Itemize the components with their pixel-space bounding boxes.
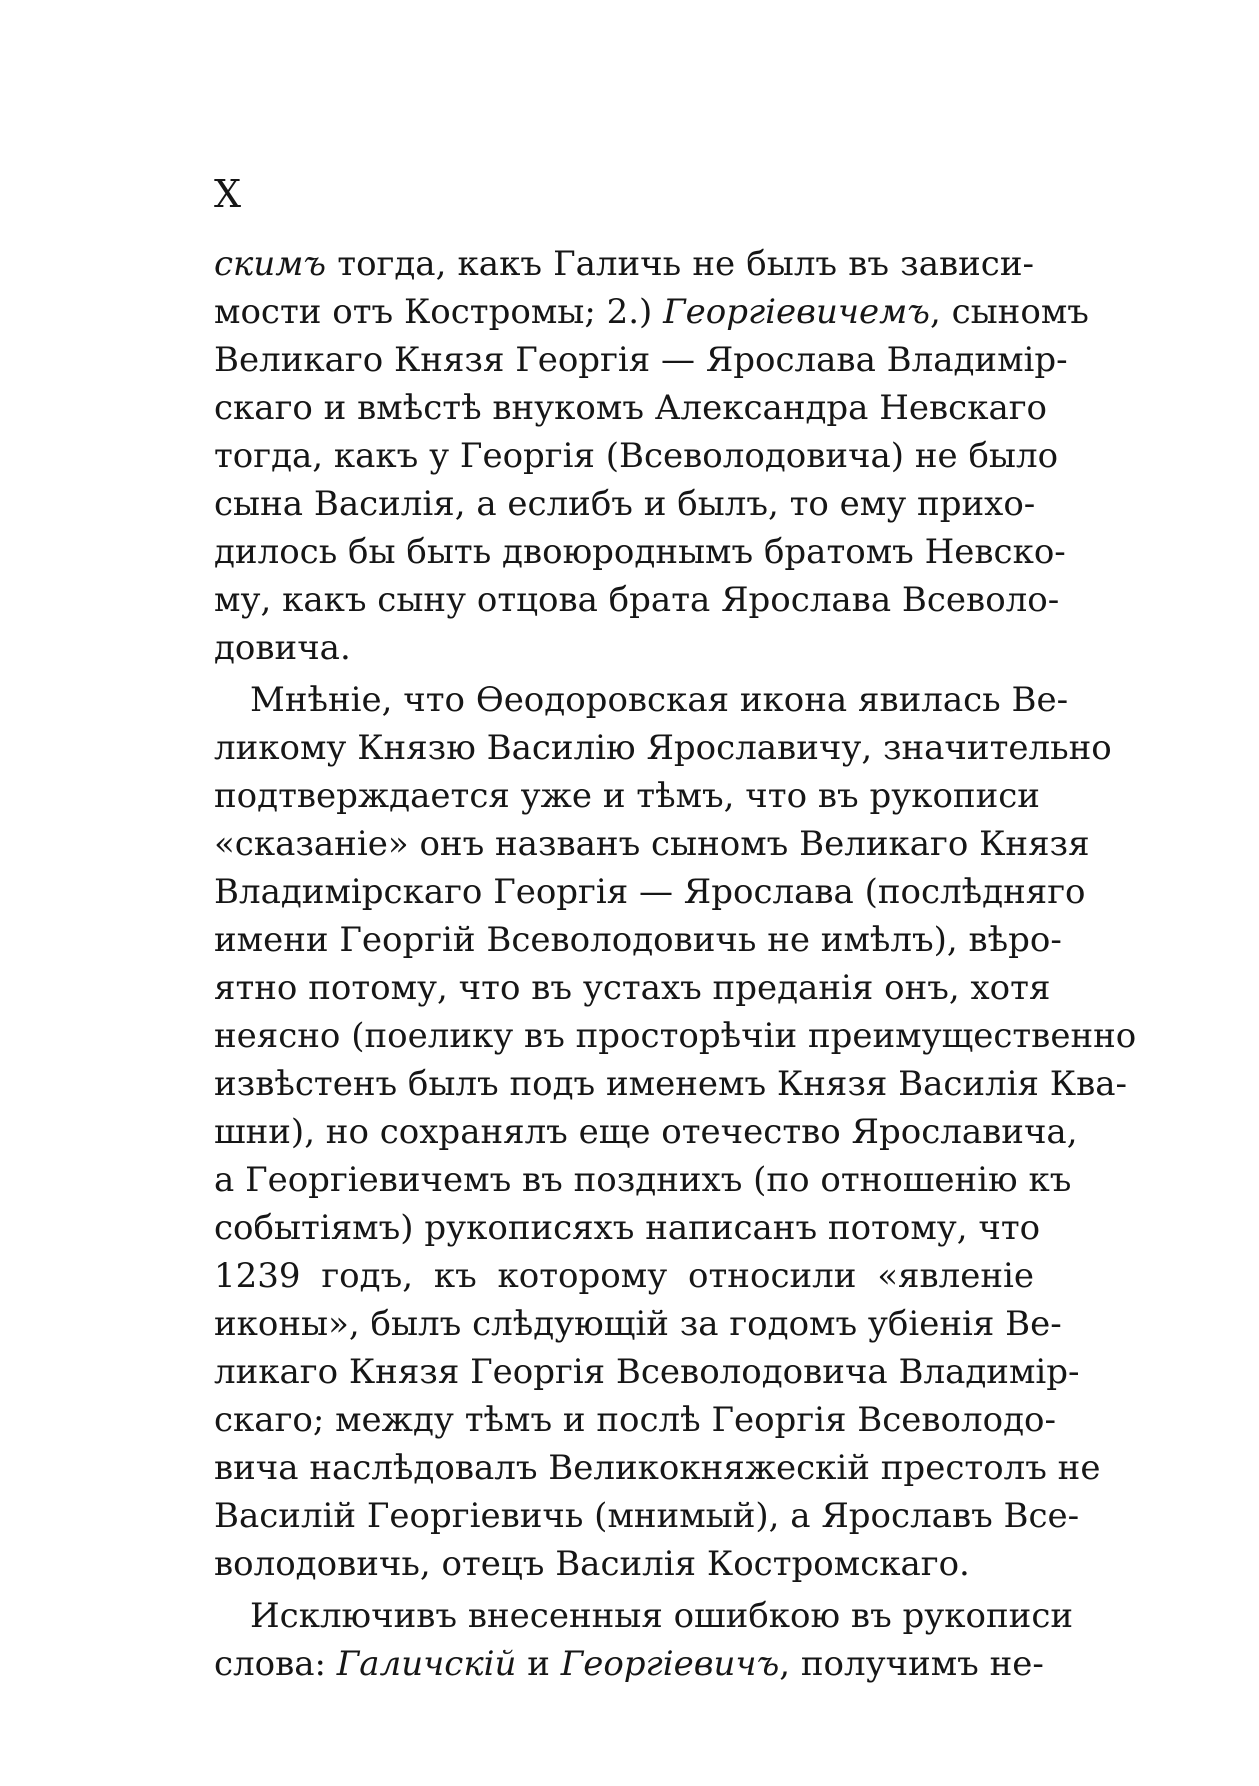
- text-segment: му, какъ сыну отцова брата Ярослава Всеволо-: [214, 580, 1060, 620]
- text-segment: скаго; между тѣмъ и послѣ Георгія Всеволодо-: [214, 1400, 1056, 1440]
- text-line: [214, 1252, 1034, 1300]
- text-segment: , получимъ не-: [779, 1644, 1044, 1684]
- text-segment: тогда, какъ Галичь не былъ въ зависи-: [326, 244, 1034, 284]
- text-segment: иконы», былъ слѣдующій за годомъ убіенія Ве-: [214, 1304, 1062, 1344]
- text-segment: событіямъ) рукописяхъ написанъ потому, что: [214, 1208, 1041, 1248]
- text-line: [214, 772, 1040, 820]
- text-line: [214, 432, 1059, 480]
- text-segment: ликаго Князя Георгія Всеволодовича Владимір-: [214, 1352, 1080, 1392]
- text-line: [214, 1640, 1044, 1688]
- text-line: [214, 480, 1034, 528]
- text-segment: ятно потому, что въ устахъ преданія онъ, хотя: [214, 968, 1051, 1008]
- text-segment: а Георгіевичемъ въ позднихъ (по отношенію къ: [214, 1160, 1072, 1200]
- text-line: [214, 1348, 1080, 1396]
- text-line: [214, 288, 1089, 336]
- text-segment: , сыномъ: [929, 292, 1089, 332]
- text-line: [214, 1396, 1056, 1444]
- text-line: [214, 916, 1062, 964]
- text-line: [214, 724, 1112, 772]
- text-line: [214, 676, 1069, 724]
- text-segment: ликому Князю Василію Ярославичу, значительно: [214, 728, 1112, 768]
- text-line: [214, 964, 1051, 1012]
- text-segment: володовичь, отецъ Василія Костромскаго.: [214, 1544, 970, 1584]
- text-segment: Владимірскаго Георгія — Ярослава (послѣдняго: [214, 872, 1086, 912]
- text-segment: «сказаніе» онъ названъ сыномъ Великаго Князя: [214, 824, 1090, 864]
- text-segment: тогда, какъ у Георгія (Всеволодовича) не было: [214, 436, 1059, 476]
- text-line: [214, 1204, 1041, 1252]
- text-line: [214, 1492, 1080, 1540]
- text-segment: подтверждается уже и тѣмъ, что въ рукописи: [214, 776, 1040, 816]
- italic-segment: Георгіевичъ: [560, 1644, 780, 1684]
- text-segment: шни), но сохранялъ еще отечество Ярославича,: [214, 1112, 1078, 1152]
- text-line: [214, 240, 1034, 288]
- body-text: [214, 240, 1137, 1688]
- text-segment: извѣстенъ былъ подъ именемъ Князя Василія Ква-: [214, 1064, 1128, 1104]
- text-segment: неясно (поелику въ просторѣчіи преимущественно: [214, 1016, 1137, 1056]
- text-line: [214, 820, 1090, 868]
- page-number: X: [214, 172, 243, 216]
- text-segment: вича наслѣдовалъ Великокняжескій престолъ не: [214, 1448, 1101, 1488]
- italic-segment: Галичскій: [336, 1644, 517, 1684]
- paragraph: [214, 240, 1089, 672]
- italic-segment: скимъ: [214, 244, 327, 284]
- text-segment: сына Василія, а еслибъ и былъ, то ему прихо-: [214, 484, 1036, 524]
- text-line: [214, 384, 1048, 432]
- text-line: [214, 868, 1086, 916]
- text-line: [214, 1540, 1034, 1588]
- text-segment: довича.: [214, 628, 351, 668]
- text-segment: 1239 годъ, къ которому относили «явленіе: [214, 1256, 1034, 1296]
- text-segment: Василій Георгіевичь (мнимый), а Ярославъ Все-: [214, 1496, 1080, 1536]
- text-line: [214, 1444, 1101, 1492]
- italic-segment: Георгіевичемъ: [663, 292, 930, 332]
- text-segment: дилось бы быть двоюроднымъ братомъ Невско-: [214, 532, 1066, 572]
- text-line: [214, 1592, 1074, 1640]
- text-line: [214, 528, 1066, 576]
- text-line: [214, 1156, 1072, 1204]
- text-segment: скаго и вмѣстѣ внукомъ Александра Невскаго: [214, 388, 1048, 428]
- text-line: [214, 1300, 1062, 1348]
- text-segment: мости отъ Костромы; 2.): [214, 292, 664, 332]
- text-segment: имени Георгій Всеволодовичь не имѣлъ), вѣро-: [214, 920, 1062, 960]
- paragraph: [214, 1592, 1074, 1688]
- text-line: [214, 624, 1034, 672]
- text-line: [214, 1060, 1128, 1108]
- text-line: [214, 1108, 1078, 1156]
- text-line: [214, 1012, 1137, 1060]
- paragraph: [214, 676, 1137, 1588]
- text-segment: слова:: [214, 1644, 337, 1684]
- text-segment: Мнѣніе, что Ѳеодоровская икона явилась Ве-: [250, 680, 1069, 720]
- text-segment: и: [516, 1644, 561, 1684]
- text-line: [214, 576, 1060, 624]
- text-segment: Великаго Князя Георгія — Ярослава Владимір-: [214, 340, 1068, 380]
- text-line: [214, 336, 1068, 384]
- text-segment: Исключивъ внесенныя ошибкою въ рукописи: [250, 1596, 1074, 1636]
